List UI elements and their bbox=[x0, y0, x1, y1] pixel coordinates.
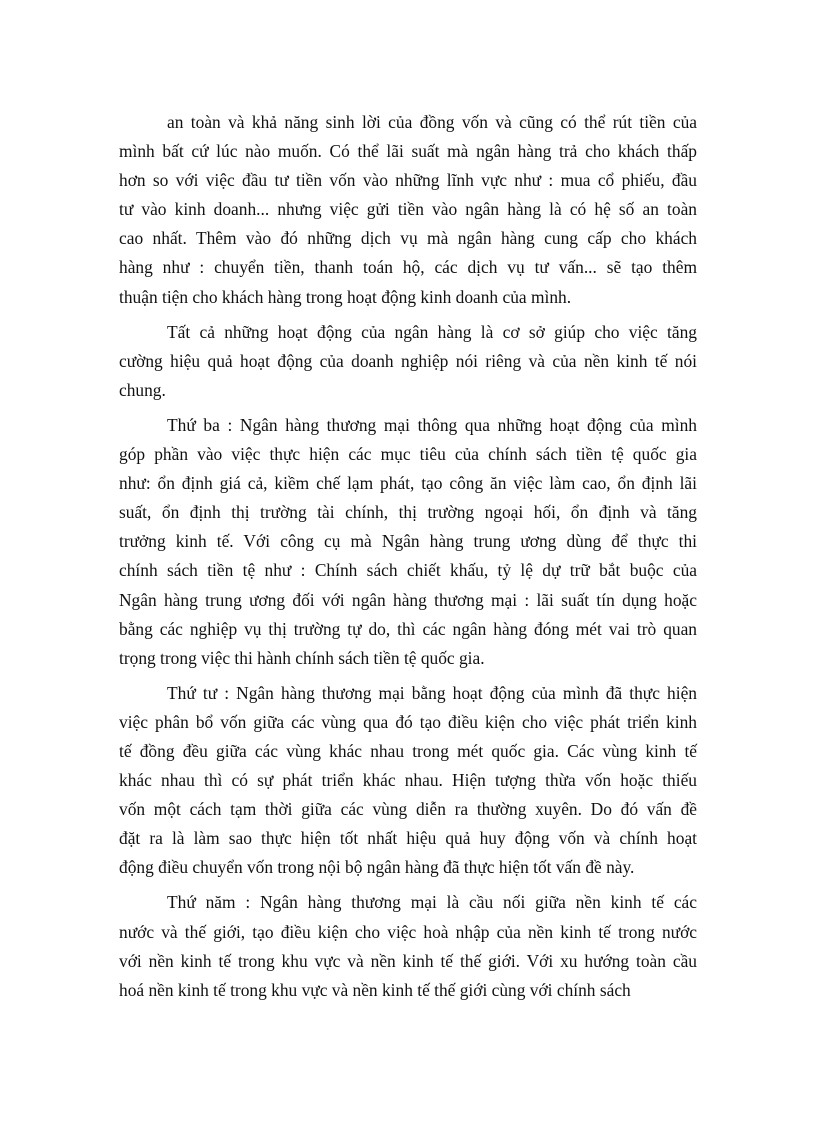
paragraph bbox=[119, 318, 697, 405]
text-line: Tất cả những hoạt động của ngân hàng là cơ sở giúp cho việc tăng bbox=[167, 321, 697, 342]
text-line: cường hiệu quả hoạt động của doanh nghiệp nói riêng và của nền kinh tế nói bbox=[119, 350, 697, 371]
text-line: thuận tiện cho khách hàng trong hoạt động kinh doanh của mình. bbox=[119, 286, 572, 307]
text-line: vốn một cách tạm thời giữa các vùng diễn ra thường xuyên. Do đó vấn đề bbox=[119, 799, 697, 820]
text-line: hàng như : chuyển tiền, thanh toán hộ, các dịch vụ tư vấn... sẽ tạo thêm bbox=[119, 257, 697, 278]
text-line: bằng các nghiệp vụ thị trường tự do, thì các ngân hàng đóng mét vai trò quan bbox=[119, 618, 697, 639]
text-line: trưởng kinh tế. Với công cụ mà Ngân hàng trung ương dùng để thực thi bbox=[119, 531, 697, 552]
text-line: hơn so với việc đầu tư tiền vốn vào những lĩnh vực như : mua cổ phiếu, đầu bbox=[119, 170, 697, 191]
paragraph bbox=[119, 679, 697, 883]
text-line: suất, ổn định thị trường tài chính, thị trường ngoại hối, ổn định và tăng bbox=[119, 502, 697, 523]
text-line: an toàn và khả năng sinh lời của đồng vốn và cũng có thể rút tiền của bbox=[167, 112, 697, 132]
text-line: tư vào kinh doanh... nhưng việc gửi tiền vào ngân hàng là có hệ số an toàn bbox=[119, 199, 697, 220]
text-line: Thứ năm : Ngân hàng thương mại là cầu nối giữa nền kinh tế các bbox=[167, 892, 697, 913]
text-line: chung. bbox=[119, 379, 166, 400]
text-line: nước và thế giới, tạo điều kiện cho việc hoà nhập của nền kinh tế trong nước bbox=[119, 921, 697, 942]
text-line: như: ổn định giá cả, kiềm chế lạm phát, tạo công ăn việc làm cao, ổn định lãi bbox=[119, 473, 697, 494]
text-line: cao nhất. Thêm vào đó những dịch vụ mà ngân hàng cung cấp cho khách bbox=[119, 228, 697, 249]
text-line: Thứ ba : Ngân hàng thương mại thông qua những hoạt động của mình bbox=[167, 414, 697, 435]
text-line: động điều chuyển vốn trong nội bộ ngân hàng đã thực hiện tốt vấn đề này. bbox=[119, 857, 635, 878]
text-line: việc phân bổ vốn giữa các vùng qua đó tạo điều kiện cho việc phát triển kinh bbox=[119, 711, 697, 732]
document-page bbox=[119, 108, 697, 1011]
text-line: đặt ra là làm sao thực hiện tốt nhất hiệu quả huy động vốn và chính hoạt bbox=[119, 828, 697, 849]
text-line: tế đồng đều giữa các vùng khác nhau trong mét quốc gia. Các vùng kinh tế bbox=[119, 740, 697, 761]
paragraph bbox=[119, 108, 697, 312]
text-line: Ngân hàng trung ương đối với ngân hàng thương mại : lãi suất tín dụng hoặc bbox=[119, 589, 697, 610]
text-line: mình bất cứ lúc nào muốn. Có thể lãi suất mà ngân hàng trả cho khách thấp bbox=[119, 141, 697, 162]
text-line: trọng trong việc thi hành chính sách tiền tệ quốc gia. bbox=[119, 647, 485, 668]
text-line: Thứ tư : Ngân hàng thương mại bằng hoạt động của mình đã thực hiện bbox=[167, 682, 697, 703]
text-line: chính sách tiền tệ như : Chính sách chiết khấu, tỷ lệ dự trữ bắt buộc của bbox=[119, 560, 697, 581]
text-line: với nền kinh tế trong khu vực và nền kinh tế thế giới. Với xu hướng toàn cầu bbox=[119, 950, 697, 971]
text-line: hoá nền kinh tế trong khu vực và nền kinh tế thế giới cùng với chính sách bbox=[119, 979, 631, 1000]
paragraph bbox=[119, 411, 697, 673]
paragraph bbox=[119, 888, 697, 1004]
text-line: khác nhau thì có sự phát triển khác nhau. Hiện tượng thừa vốn hoặc thiếu bbox=[119, 770, 697, 791]
text-line: góp phần vào việc thực hiện các mục tiêu của chính sách tiền tệ quốc gia bbox=[119, 444, 697, 465]
